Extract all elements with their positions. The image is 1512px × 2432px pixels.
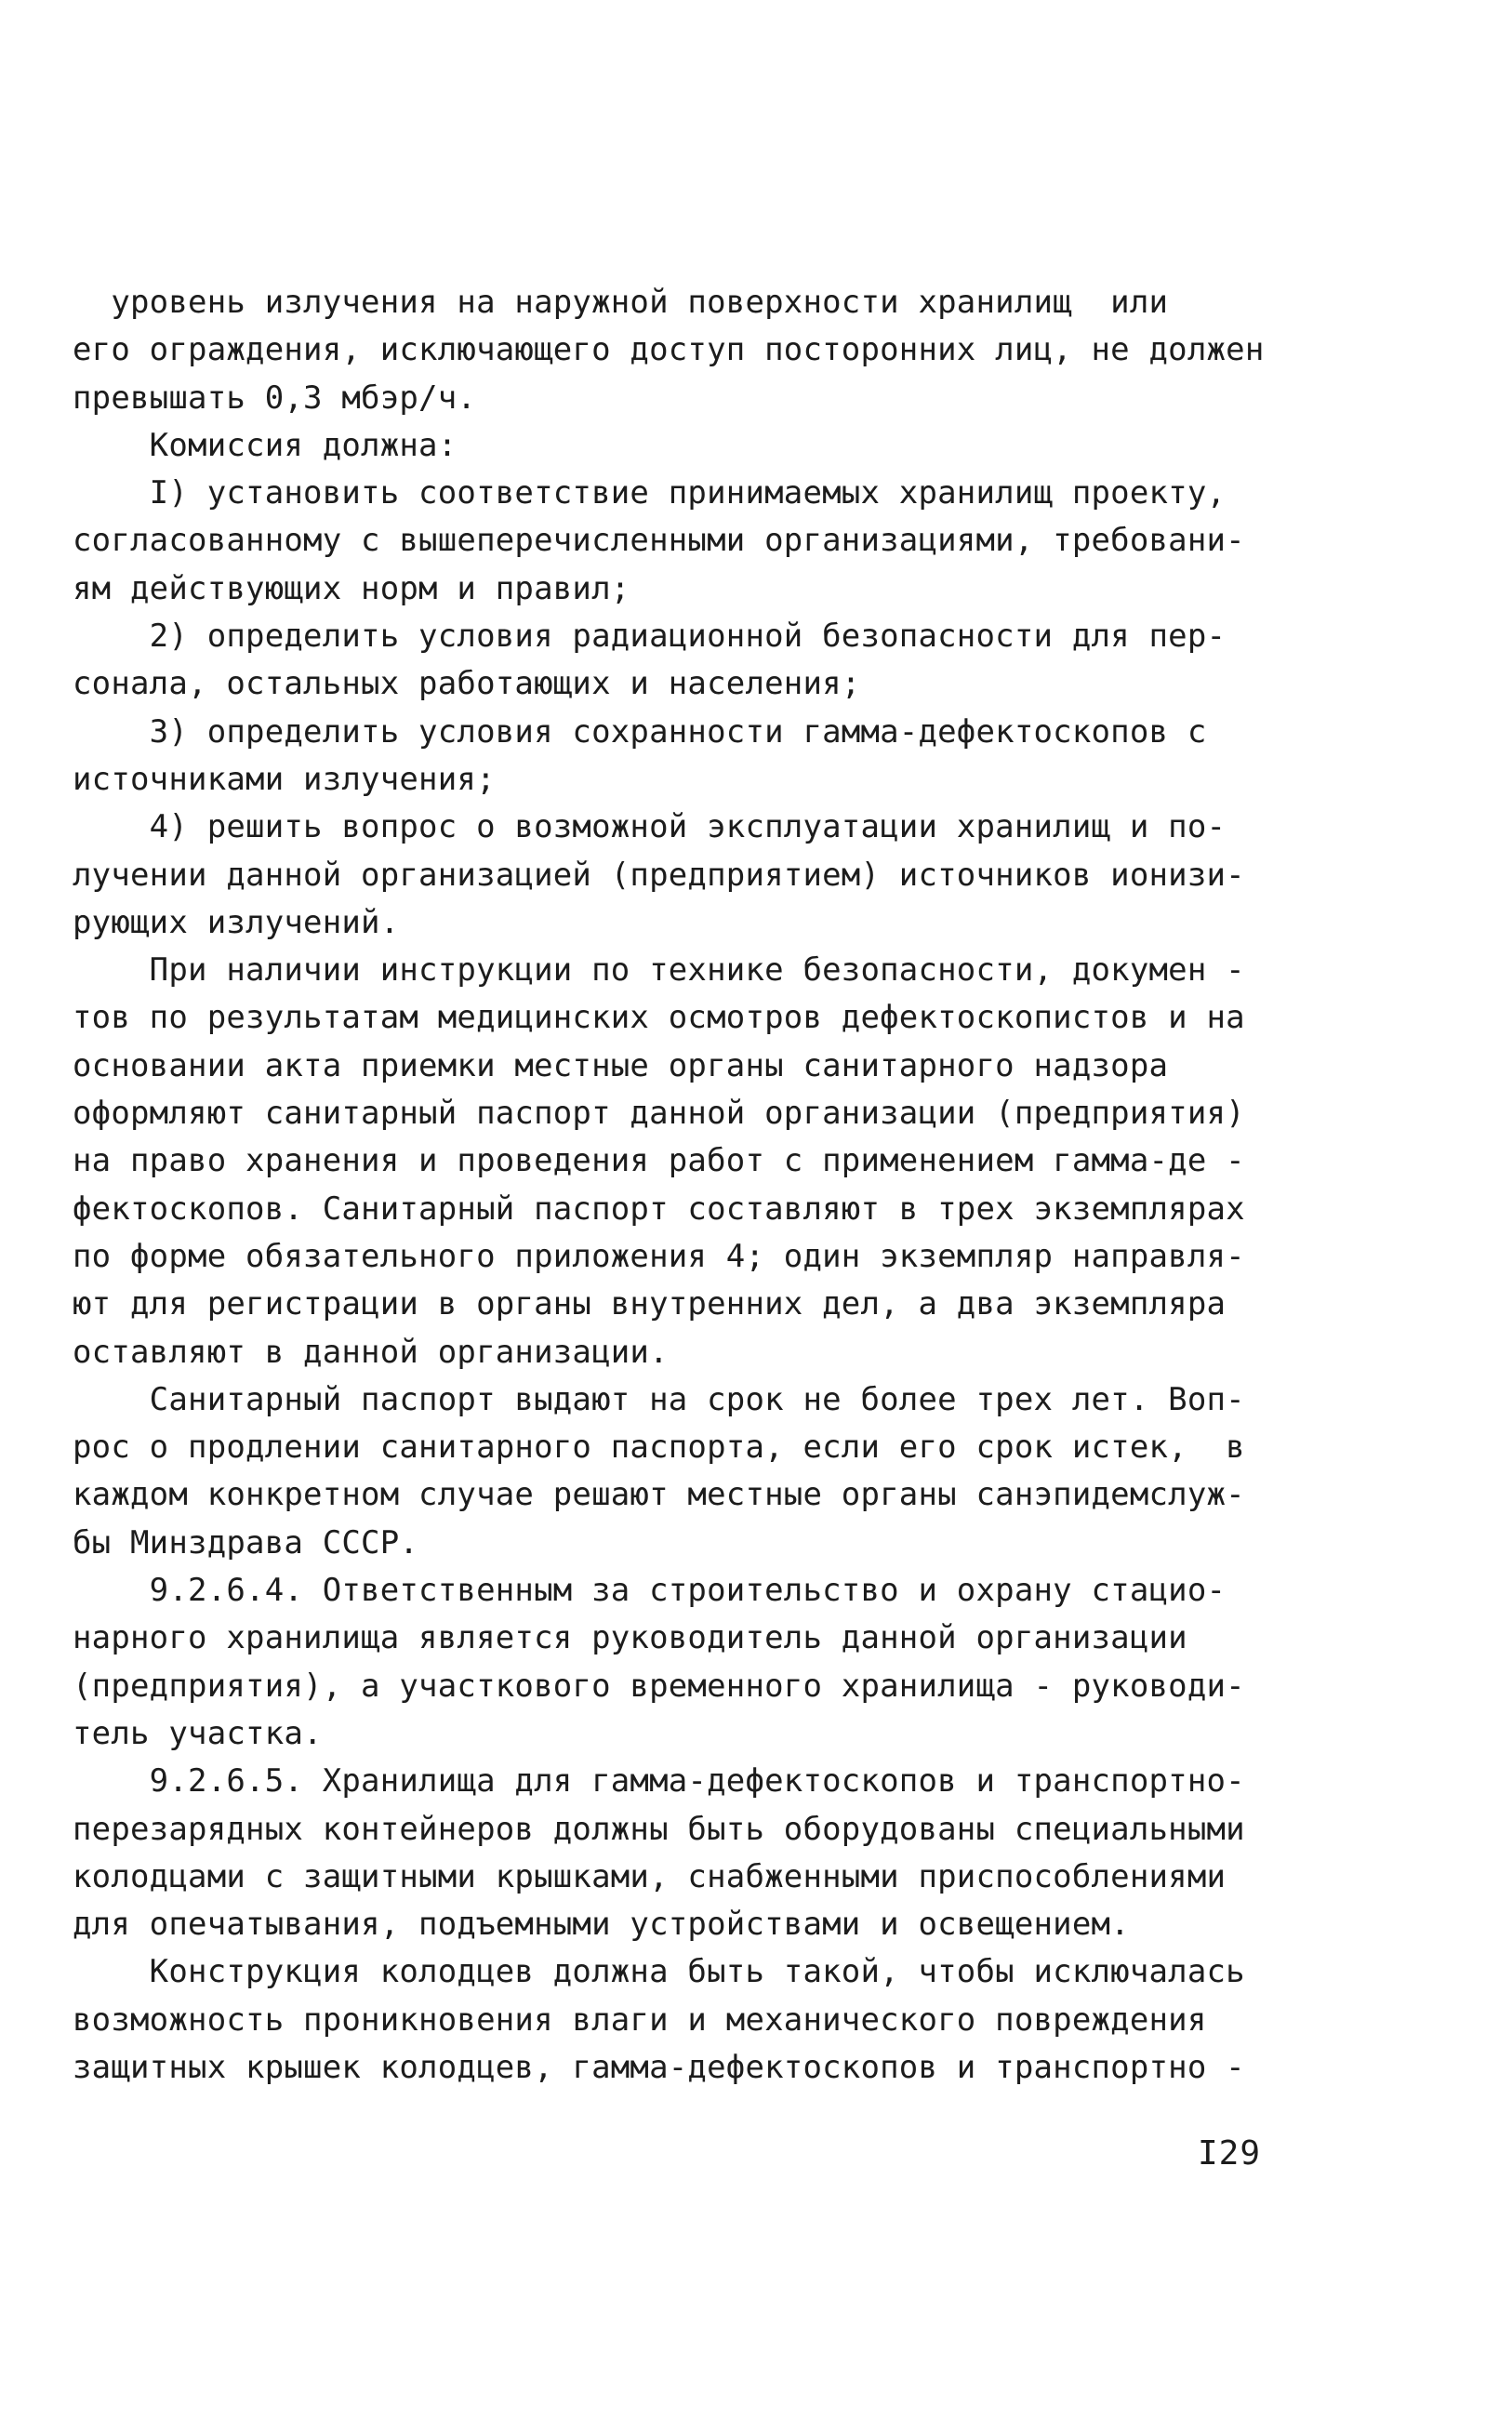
- text-line: основании акта приемки местные органы санитарного надзора: [73, 1046, 1169, 1084]
- text-line: ют для регистрации в органы внутренних дел, а два экземпляра: [73, 1285, 1227, 1323]
- text-line: перезарядных контейнеров должны быть оборудованы специальными: [73, 1810, 1245, 1848]
- text-line: (предприятия), а участкового временного хранилища - руководи-: [73, 1667, 1245, 1705]
- text-line: Санитарный паспорт выдают на срок не более трех лет. Воп-: [73, 1380, 1245, 1418]
- text-line: лучении данной организацией (предприятием) источников ионизи-: [73, 856, 1245, 894]
- text-line: сонала, остальных работающих и населения;: [73, 665, 861, 703]
- text-line: возможность проникновения влаги и механического повреждения: [73, 2000, 1207, 2039]
- body-text: [73, 279, 1272, 2092]
- text-line: Конструкция колодцев должна быть такой, чтобы исключалась: [73, 1953, 1245, 1991]
- page-number: I29: [1198, 2134, 1262, 2173]
- text-line: I) установить соответствие принимаемых хранилищ проекту,: [73, 474, 1227, 512]
- text-line: согласованному с вышеперечисленными организациями, требовани-: [73, 522, 1245, 560]
- text-line: фектоскопов. Санитарный паспорт составляют в трех экземплярах: [73, 1189, 1245, 1228]
- text-line: уровень излучения на наружной поверхности хранилищ или: [73, 284, 1169, 321]
- text-line: для опечатывания, подъемными устройствами и освещением.: [73, 1906, 1130, 1944]
- text-line: превышать 0,3 мбэр/ч.: [73, 379, 477, 417]
- text-line: Комиссия должна:: [73, 426, 458, 464]
- text-line: 9.2.6.4. Ответственным за строительство и охрану стацио-: [73, 1572, 1227, 1610]
- text-line: колодцами с защитными крышками, снабженными приспособлениями: [73, 1857, 1227, 1895]
- text-line: тель участка.: [73, 1714, 323, 1752]
- text-line: ям действующих норм и правил;: [73, 569, 630, 607]
- text-line: При наличии инструкции по технике безопасности, докумен -: [73, 951, 1245, 990]
- text-line: 3) определить условия сохранности гамма-дефектоскопов с: [73, 712, 1207, 751]
- text-line: источниками излучения;: [73, 760, 496, 798]
- text-line: по форме обязательного приложения 4; один экземпляр направля-: [73, 1237, 1245, 1275]
- text-line: рос о продлении санитарного паспорта, если его срок истек, в: [73, 1429, 1245, 1467]
- text-line: оформляют санитарный паспорт данной организации (предприятия): [73, 1095, 1245, 1133]
- text-line: его ограждения, исключающего доступ посторонних лиц, не должен: [73, 331, 1265, 369]
- text-line: 9.2.6.5. Хранилища для гамма-дефектоскопов и транспортно-: [73, 1762, 1245, 1801]
- text-line: бы Минздрава СССР.: [73, 1523, 419, 1562]
- text-line: оставляют в данной организации.: [73, 1333, 669, 1371]
- text-line: на право хранения и проведения работ с применением гамма-де -: [73, 1142, 1245, 1180]
- text-line: 2) определить условия радиационной безопасности для пер-: [73, 618, 1227, 656]
- text-line: 4) решить вопрос о возможной эксплуатации хранилищ и по-: [73, 808, 1227, 846]
- text-line: защитных крышек колодцев, гамма-дефектоскопов и транспортно -: [73, 2048, 1245, 2086]
- text-line: рующих излучений.: [73, 903, 400, 941]
- text-line: тов по результатам медицинских осмотров дефектоскопистов и на: [73, 999, 1245, 1037]
- text-line: нарного хранилища является руководитель данной организации: [73, 1619, 1187, 1657]
- text-line: каждом конкретном случае решают местные органы санэпидемслуж-: [73, 1476, 1245, 1514]
